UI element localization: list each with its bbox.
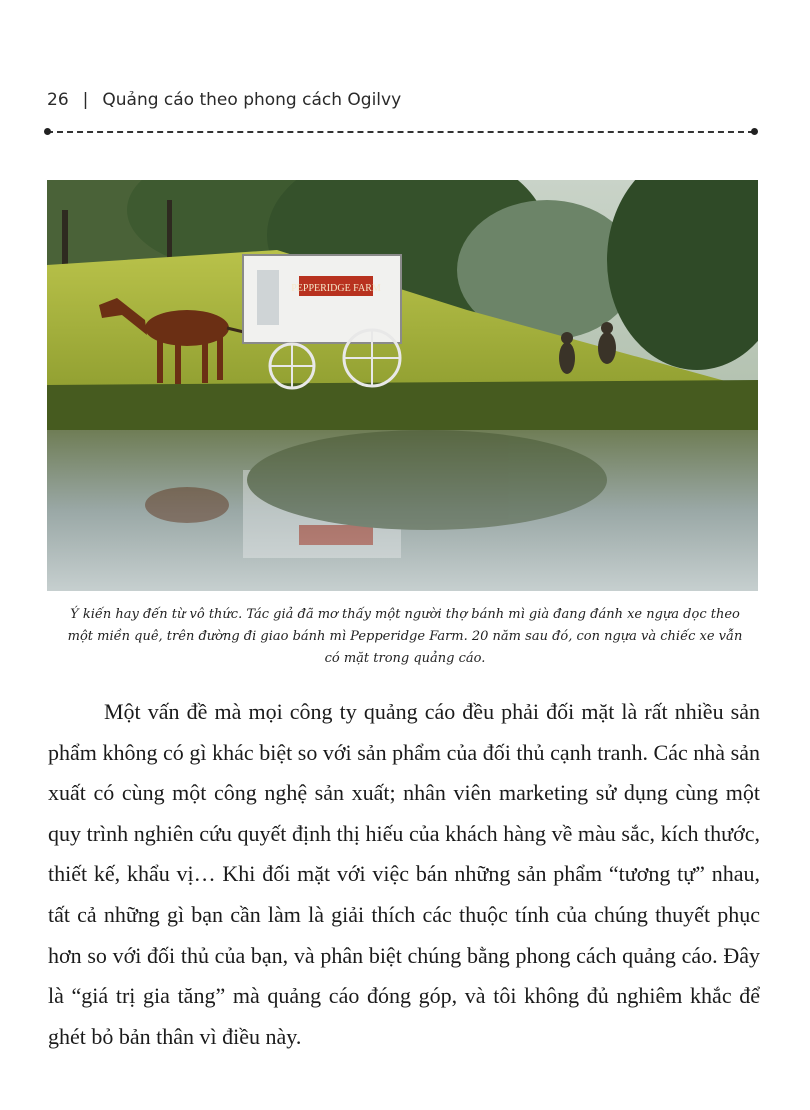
photo-caption: Ý kiến hay đến từ vô thức. Tác giả đã mơ thấy một người thợ bánh mì già đang đánh xe ngựa dọc theo một miền quê, trên đường đi giao bánh mì Pepperidge Farm. 20 năm sau đó, con ngựa và chiếc xe vẫn có mặt trong quảng cáo. bbox=[67, 607, 743, 666]
header-rule bbox=[47, 131, 754, 133]
body-text bbox=[48, 692, 760, 1057]
rule-dot-right bbox=[751, 128, 758, 135]
body-paragraph: Một vấn đề mà mọi công ty quảng cáo đều phải đối mặt là rất nhiều sản phẩm không có gì khác biệt so với sản phẩm của đối thủ cạnh tranh. Các nhà sản xuất có cùng một công nghệ sản xuất; nhân viên marketing sử dụng cùng một quy trình nghiên cứu quyết định thị hiếu của khách hàng về màu sắc, kích thước, thiết kế, khẩu vị… Khi đối mặt với việc bán những sản phẩm “tương tự” nhau, tất cả những gì bạn cần làm là giải thích các thuộc tính của chúng thuyết phục hơn so với đối thủ của bạn, và phân biệt chúng bằng phong cách quảng cáo. Đây là “giá trị gia tăng” mà quảng cáo đóng góp, và tôi không đủ nghiêm khắc để ghét bỏ bản thân vì điều này. bbox=[48, 699, 760, 1049]
header-separator: | bbox=[82, 90, 89, 110]
running-title: Quảng cáo theo phong cách Ogilvy bbox=[102, 90, 402, 110]
wagon-sign: PEPPERIDGE FARM bbox=[291, 283, 381, 294]
running-header bbox=[47, 90, 762, 110]
page-number: 26 bbox=[47, 90, 69, 110]
photo-horse-wagon bbox=[47, 180, 758, 591]
rule-dot-left bbox=[44, 128, 51, 135]
